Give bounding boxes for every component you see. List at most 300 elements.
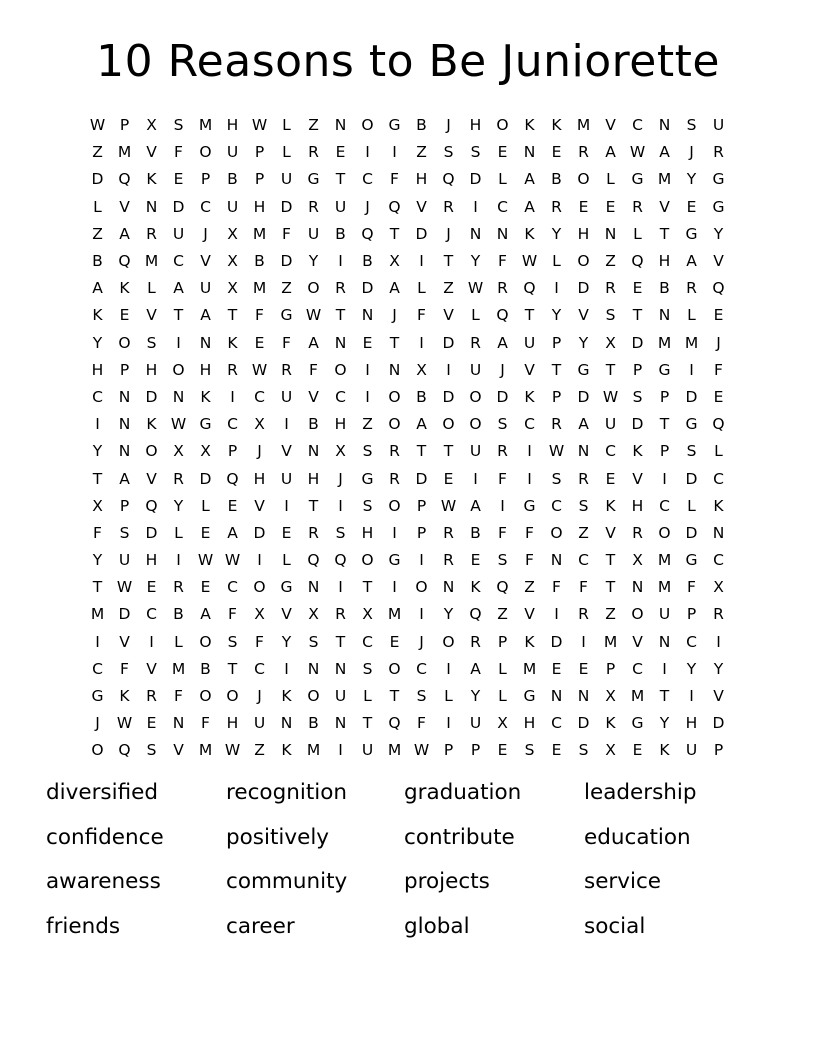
grid-cell[interactable]: A [470, 496, 481, 515]
grid-cell[interactable]: G [388, 551, 401, 570]
grid-cell[interactable]: L [498, 170, 507, 189]
grid-cell[interactable]: O [577, 170, 590, 189]
grid-cell[interactable]: U [118, 551, 131, 570]
grid-cell[interactable]: I [365, 387, 370, 406]
grid-cell[interactable]: G [388, 116, 401, 135]
grid-cell[interactable]: O [199, 687, 212, 706]
grid-cell[interactable]: J [257, 687, 262, 706]
grid-cell[interactable]: G [658, 360, 671, 379]
grid-cell[interactable]: F [282, 224, 291, 243]
grid-cell[interactable]: O [469, 415, 482, 434]
grid-cell[interactable]: N [334, 116, 347, 135]
grid-cell[interactable]: H [361, 523, 374, 542]
grid-cell[interactable]: J [446, 224, 451, 243]
grid-cell[interactable]: C [254, 387, 265, 406]
grid-cell[interactable]: N [172, 387, 185, 406]
grid-cell[interactable]: Z [92, 143, 103, 162]
grid-cell[interactable]: I [689, 360, 694, 379]
grid-cell[interactable]: L [444, 687, 453, 706]
grid-cell[interactable]: K [146, 415, 157, 434]
grid-cell[interactable]: E [497, 741, 508, 760]
grid-cell[interactable]: S [308, 632, 319, 651]
grid-cell[interactable]: F [174, 687, 183, 706]
grid-cell[interactable]: N [577, 687, 590, 706]
grid-cell[interactable]: X [308, 605, 319, 624]
grid-cell[interactable]: F [93, 523, 102, 542]
grid-cell[interactable]: O [253, 578, 266, 597]
grid-cell[interactable]: M [657, 333, 672, 352]
grid-cell[interactable]: Z [605, 252, 616, 271]
grid-cell[interactable]: M [144, 252, 159, 271]
grid-cell[interactable]: I [392, 143, 397, 162]
grid-cell[interactable]: Z [254, 741, 265, 760]
grid-cell[interactable]: Q [388, 714, 401, 733]
grid-cell[interactable]: J [716, 333, 721, 352]
grid-cell[interactable]: L [174, 632, 183, 651]
grid-cell[interactable]: C [632, 659, 643, 678]
grid-cell[interactable]: F [309, 360, 318, 379]
grid-cell[interactable]: L [471, 306, 480, 325]
grid-cell[interactable]: G [523, 687, 536, 706]
grid-cell[interactable]: Y [173, 496, 184, 515]
grid-cell[interactable]: Q [118, 252, 131, 271]
grid-cell[interactable]: F [687, 578, 696, 597]
grid-cell[interactable]: O [388, 387, 401, 406]
grid-cell[interactable]: H [523, 714, 536, 733]
grid-cell[interactable]: D [280, 252, 293, 271]
grid-cell[interactable]: N [496, 224, 509, 243]
grid-cell[interactable]: A [119, 224, 130, 243]
grid-cell[interactable]: U [469, 442, 482, 461]
grid-cell[interactable]: M [198, 741, 213, 760]
grid-cell[interactable]: I [419, 551, 424, 570]
grid-cell[interactable]: O [577, 252, 590, 271]
grid-cell[interactable]: O [145, 442, 158, 461]
grid-cell[interactable]: U [226, 197, 239, 216]
grid-cell[interactable]: B [227, 170, 238, 189]
grid-cell[interactable]: D [712, 714, 725, 733]
grid-cell[interactable]: H [685, 714, 698, 733]
grid-cell[interactable]: R [308, 197, 319, 216]
grid-cell[interactable]: Q [307, 551, 320, 570]
grid-cell[interactable]: O [442, 632, 455, 651]
grid-cell[interactable]: M [630, 687, 645, 706]
grid-cell[interactable]: Z [281, 279, 292, 298]
grid-cell[interactable]: R [713, 605, 724, 624]
grid-cell[interactable]: P [713, 741, 724, 760]
grid-cell[interactable]: V [254, 496, 265, 515]
grid-cell[interactable]: U [604, 415, 617, 434]
grid-cell[interactable]: P [254, 170, 265, 189]
grid-cell[interactable]: I [581, 632, 586, 651]
grid-cell[interactable]: T [308, 496, 319, 515]
grid-cell[interactable]: Y [443, 605, 454, 624]
grid-cell[interactable]: M [117, 143, 132, 162]
grid-cell[interactable]: I [554, 605, 559, 624]
grid-cell[interactable]: S [686, 116, 697, 135]
grid-cell[interactable]: Y [308, 252, 319, 271]
grid-cell[interactable]: F [282, 333, 291, 352]
grid-cell[interactable]: M [90, 605, 105, 624]
grid-cell[interactable]: X [362, 605, 373, 624]
grid-cell[interactable]: Q [118, 170, 131, 189]
word-list-item[interactable]: service [584, 869, 662, 894]
grid-cell[interactable]: Y [92, 442, 103, 461]
grid-cell[interactable]: E [551, 143, 562, 162]
grid-cell[interactable]: M [252, 279, 267, 298]
grid-cell[interactable]: M [684, 333, 699, 352]
grid-cell[interactable]: C [335, 387, 346, 406]
grid-cell[interactable]: T [443, 442, 454, 461]
grid-cell[interactable]: G [307, 170, 320, 189]
grid-cell[interactable]: Q [118, 741, 131, 760]
grid-cell[interactable]: S [524, 741, 535, 760]
grid-cell[interactable]: C [254, 659, 265, 678]
grid-cell[interactable]: B [335, 224, 346, 243]
grid-cell[interactable]: E [632, 279, 643, 298]
grid-cell[interactable]: E [200, 523, 211, 542]
grid-cell[interactable]: S [173, 116, 184, 135]
grid-cell[interactable]: L [282, 143, 291, 162]
grid-cell[interactable]: P [200, 170, 211, 189]
grid-cell[interactable]: H [307, 469, 320, 488]
grid-cell[interactable]: W [197, 551, 214, 570]
grid-cell[interactable]: Y [551, 306, 562, 325]
grid-cell[interactable]: Y [713, 659, 724, 678]
grid-cell[interactable]: G [685, 551, 698, 570]
grid-cell[interactable]: Q [334, 551, 347, 570]
grid-cell[interactable]: Y [686, 659, 697, 678]
grid-cell[interactable]: T [335, 306, 346, 325]
grid-cell[interactable]: I [149, 632, 154, 651]
grid-cell[interactable]: B [470, 523, 481, 542]
grid-cell[interactable]: G [712, 170, 725, 189]
grid-cell[interactable]: J [338, 469, 343, 488]
grid-cell[interactable]: D [415, 469, 428, 488]
grid-cell[interactable]: L [714, 442, 723, 461]
grid-cell[interactable]: E [578, 197, 589, 216]
grid-cell[interactable]: E [497, 143, 508, 162]
grid-cell[interactable]: K [605, 496, 616, 515]
grid-cell[interactable]: R [308, 143, 319, 162]
grid-cell[interactable]: R [497, 279, 508, 298]
grid-cell[interactable]: N [361, 306, 374, 325]
grid-cell[interactable]: A [308, 333, 319, 352]
grid-cell[interactable]: S [335, 523, 346, 542]
grid-cell[interactable]: M [603, 632, 618, 651]
grid-cell[interactable]: M [657, 578, 672, 597]
grid-cell[interactable]: P [659, 442, 670, 461]
grid-cell[interactable]: E [281, 523, 292, 542]
grid-cell[interactable]: E [119, 306, 130, 325]
grid-cell[interactable]: Q [145, 496, 158, 515]
grid-cell[interactable]: N [550, 551, 563, 570]
grid-cell[interactable]: V [659, 197, 670, 216]
grid-cell[interactable]: X [227, 252, 238, 271]
grid-cell[interactable]: D [442, 333, 455, 352]
grid-cell[interactable]: N [118, 387, 131, 406]
grid-cell[interactable]: Z [578, 523, 589, 542]
grid-cell[interactable]: T [389, 224, 400, 243]
grid-cell[interactable]: S [470, 143, 481, 162]
grid-cell[interactable]: Q [712, 415, 725, 434]
grid-cell[interactable]: W [89, 116, 106, 135]
grid-cell[interactable]: G [523, 496, 536, 515]
grid-cell[interactable]: I [419, 605, 424, 624]
grid-cell[interactable]: E [200, 578, 211, 597]
grid-cell[interactable]: P [659, 387, 670, 406]
grid-cell[interactable]: W [116, 714, 133, 733]
grid-cell[interactable]: K [146, 170, 157, 189]
grid-cell[interactable]: T [92, 469, 103, 488]
grid-cell[interactable]: U [253, 714, 266, 733]
grid-cell[interactable]: N [658, 632, 671, 651]
grid-cell[interactable]: Z [362, 415, 373, 434]
word-list-item[interactable]: contribute [404, 824, 515, 850]
grid-cell[interactable]: I [95, 632, 100, 651]
grid-cell[interactable]: A [200, 306, 211, 325]
grid-cell[interactable]: I [446, 659, 451, 678]
grid-cell[interactable]: F [525, 523, 534, 542]
grid-cell[interactable]: V [146, 469, 157, 488]
grid-cell[interactable]: C [551, 714, 562, 733]
grid-cell[interactable]: L [498, 659, 507, 678]
grid-cell[interactable]: D [172, 197, 185, 216]
grid-cell[interactable]: F [714, 360, 723, 379]
grid-cell[interactable]: X [497, 714, 508, 733]
grid-cell[interactable]: D [415, 224, 428, 243]
grid-cell[interactable]: U [469, 360, 482, 379]
word-list-item[interactable]: positively [226, 824, 330, 850]
grid-cell[interactable]: M [198, 116, 213, 135]
grid-cell[interactable]: D [577, 387, 590, 406]
grid-cell[interactable]: Z [416, 143, 427, 162]
grid-cell[interactable]: W [548, 442, 565, 461]
grid-cell[interactable]: D [253, 523, 266, 542]
grid-cell[interactable]: D [442, 387, 455, 406]
grid-cell[interactable]: P [632, 360, 643, 379]
grid-cell[interactable]: S [227, 632, 238, 651]
grid-cell[interactable]: R [578, 143, 589, 162]
grid-cell[interactable]: H [631, 496, 644, 515]
grid-cell[interactable]: L [147, 279, 156, 298]
grid-cell[interactable]: U [469, 714, 482, 733]
grid-cell[interactable]: E [146, 578, 157, 597]
grid-cell[interactable]: X [605, 333, 616, 352]
grid-cell[interactable]: O [334, 360, 347, 379]
grid-cell[interactable]: D [631, 333, 644, 352]
grid-cell[interactable]: O [415, 578, 428, 597]
grid-cell[interactable]: K [632, 442, 643, 461]
grid-cell[interactable]: E [551, 659, 562, 678]
grid-cell[interactable]: L [498, 687, 507, 706]
grid-cell[interactable]: F [498, 469, 507, 488]
grid-cell[interactable]: R [632, 523, 643, 542]
word-list-item[interactable]: confidence [46, 824, 164, 850]
grid-cell[interactable]: P [227, 442, 238, 461]
grid-cell[interactable]: U [172, 224, 185, 243]
grid-cell[interactable]: P [470, 741, 481, 760]
grid-cell[interactable]: O [388, 415, 401, 434]
grid-cell[interactable]: D [145, 523, 158, 542]
grid-cell[interactable]: V [146, 659, 157, 678]
grid-cell[interactable]: P [605, 659, 616, 678]
grid-cell[interactable]: J [419, 632, 424, 651]
grid-cell[interactable]: V [119, 632, 130, 651]
grid-cell[interactable]: V [713, 252, 724, 271]
grid-cell[interactable]: I [392, 523, 397, 542]
grid-cell[interactable]: Y [578, 333, 589, 352]
grid-cell[interactable]: B [92, 252, 103, 271]
grid-cell[interactable]: O [199, 632, 212, 651]
grid-cell[interactable]: W [224, 551, 241, 570]
grid-cell[interactable]: W [305, 306, 322, 325]
grid-cell[interactable]: I [284, 415, 289, 434]
grid-cell[interactable]: K [470, 578, 481, 597]
word-list-item[interactable]: leadership [584, 780, 697, 805]
grid-cell[interactable]: C [713, 469, 724, 488]
grid-cell[interactable]: W [602, 387, 619, 406]
grid-cell[interactable]: S [146, 741, 157, 760]
grid-cell[interactable]: B [416, 116, 427, 135]
grid-cell[interactable]: T [362, 714, 373, 733]
grid-cell[interactable]: X [389, 252, 400, 271]
grid-cell[interactable]: D [361, 279, 374, 298]
grid-cell[interactable]: G [685, 415, 698, 434]
grid-cell[interactable]: V [200, 252, 211, 271]
grid-cell[interactable]: Y [281, 632, 292, 651]
grid-cell[interactable]: P [416, 496, 427, 515]
grid-cell[interactable]: E [173, 170, 184, 189]
grid-cell[interactable]: P [119, 496, 130, 515]
grid-cell[interactable]: R [470, 632, 481, 651]
grid-cell[interactable]: A [605, 143, 616, 162]
grid-cell[interactable]: I [419, 333, 424, 352]
grid-cell[interactable]: M [306, 741, 321, 760]
grid-cell[interactable]: O [469, 387, 482, 406]
grid-cell[interactable]: Y [659, 714, 670, 733]
grid-cell[interactable]: K [524, 116, 535, 135]
grid-cell[interactable]: M [576, 116, 591, 135]
grid-cell[interactable]: T [416, 442, 427, 461]
grid-cell[interactable]: O [226, 687, 239, 706]
grid-cell[interactable]: R [281, 360, 292, 379]
grid-cell[interactable]: Z [443, 279, 454, 298]
grid-cell[interactable]: F [228, 605, 237, 624]
grid-cell[interactable]: D [577, 279, 590, 298]
grid-cell[interactable]: D [199, 469, 212, 488]
grid-cell[interactable]: R [389, 469, 400, 488]
grid-cell[interactable]: O [361, 551, 374, 570]
grid-cell[interactable]: E [578, 659, 589, 678]
grid-cell[interactable]: G [280, 306, 293, 325]
grid-cell[interactable]: G [361, 469, 374, 488]
grid-cell[interactable]: T [173, 306, 184, 325]
word-list-item[interactable]: awareness [46, 869, 161, 894]
grid-cell[interactable]: C [497, 197, 508, 216]
grid-cell[interactable]: V [524, 360, 535, 379]
grid-cell[interactable]: X [146, 116, 157, 135]
grid-cell[interactable]: X [227, 224, 238, 243]
grid-cell[interactable]: V [713, 687, 724, 706]
grid-cell[interactable]: T [632, 306, 643, 325]
grid-cell[interactable]: J [446, 116, 451, 135]
grid-cell[interactable]: I [230, 387, 235, 406]
grid-cell[interactable]: V [605, 116, 616, 135]
grid-cell[interactable]: O [307, 279, 320, 298]
grid-cell[interactable]: I [500, 496, 505, 515]
grid-cell[interactable]: S [362, 442, 373, 461]
grid-cell[interactable]: C [551, 496, 562, 515]
grid-cell[interactable]: T [659, 415, 670, 434]
grid-cell[interactable]: I [365, 143, 370, 162]
grid-cell[interactable]: L [282, 551, 291, 570]
grid-cell[interactable]: N [118, 442, 131, 461]
grid-cell[interactable]: L [633, 224, 642, 243]
grid-cell[interactable]: R [335, 279, 346, 298]
grid-cell[interactable]: N [631, 578, 644, 597]
grid-cell[interactable]: M [522, 659, 537, 678]
grid-cell[interactable]: B [308, 714, 319, 733]
grid-cell[interactable]: R [470, 333, 481, 352]
grid-cell[interactable]: W [440, 496, 457, 515]
grid-cell[interactable]: R [308, 523, 319, 542]
grid-cell[interactable]: E [470, 551, 481, 570]
grid-cell[interactable]: H [253, 197, 266, 216]
grid-cell[interactable]: F [201, 714, 210, 733]
grid-cell[interactable]: O [172, 360, 185, 379]
grid-cell[interactable]: A [119, 469, 130, 488]
grid-cell[interactable]: F [498, 252, 507, 271]
grid-cell[interactable]: W [413, 741, 430, 760]
grid-cell[interactable]: W [251, 360, 268, 379]
grid-cell[interactable]: X [605, 741, 616, 760]
grid-cell[interactable]: F [255, 306, 264, 325]
grid-cell[interactable]: L [687, 306, 696, 325]
grid-cell[interactable]: C [200, 197, 211, 216]
grid-cell[interactable]: X [605, 687, 616, 706]
grid-cell[interactable]: D [685, 387, 698, 406]
word-list-item[interactable]: community [226, 869, 348, 894]
grid-cell[interactable]: R [443, 551, 454, 570]
grid-cell[interactable]: V [119, 197, 130, 216]
grid-cell[interactable]: I [95, 415, 100, 434]
grid-cell[interactable]: M [657, 170, 672, 189]
grid-cell[interactable]: I [689, 687, 694, 706]
grid-cell[interactable]: Q [469, 605, 482, 624]
grid-cell[interactable]: I [473, 197, 478, 216]
grid-cell[interactable]: N [658, 306, 671, 325]
grid-cell[interactable]: R [389, 442, 400, 461]
grid-cell[interactable]: J [365, 197, 370, 216]
grid-cell[interactable]: J [392, 306, 397, 325]
grid-cell[interactable]: N [442, 578, 455, 597]
grid-cell[interactable]: O [631, 605, 644, 624]
grid-cell[interactable]: N [550, 687, 563, 706]
grid-cell[interactable]: A [173, 279, 184, 298]
grid-cell[interactable]: X [416, 360, 427, 379]
grid-cell[interactable]: I [176, 333, 181, 352]
grid-cell[interactable]: V [308, 387, 319, 406]
grid-cell[interactable]: T [362, 578, 373, 597]
grid-cell[interactable]: S [497, 415, 508, 434]
word-list-item[interactable]: education [584, 824, 691, 850]
grid-cell[interactable]: O [388, 496, 401, 515]
grid-cell[interactable]: N [307, 442, 320, 461]
grid-cell[interactable]: E [227, 496, 238, 515]
grid-cell[interactable]: P [686, 605, 697, 624]
word-list-item[interactable]: career [226, 913, 295, 939]
